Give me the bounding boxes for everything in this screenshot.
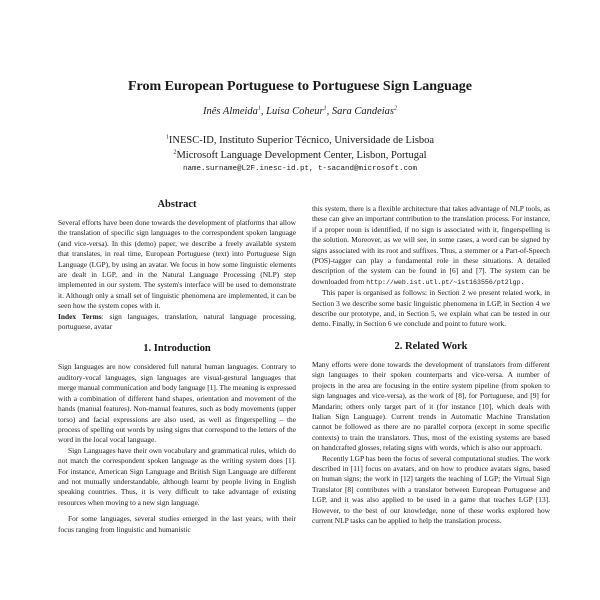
related-paragraph-1: Many efforts were done towards the development of translators from different sign languages to their spoken counterparts and vice-versa. A number of projects in the area are focusing in the entire system pipeline (from spoken to sign languages and vice-versa), as the work of [8], for Portuguese, and [9] for Mandarin; others only target part of it (for instance [10], which deals with Italian Sign Language). Current trends in Automatic Machine Translation cannot be followed as there are no parallel corpora (except in some specific contexts) to train the translators. Thus, most of the existing systems are based on handcrafted glosses, relating signs with words, which is also our approach. xyxy=(312,359,550,453)
affiliation-text: INESC-ID, Instituto Superior Técnico, Universidade de Lisboa xyxy=(168,135,435,146)
index-terms-text: : sign languages, translation, natural language processing, portuguese, avatar xyxy=(58,311,296,332)
affiliation-number: 2 xyxy=(173,149,177,156)
author-name: Sara Candeias xyxy=(331,106,395,117)
author-affiliation-mark: 2 xyxy=(394,105,398,112)
author-affiliation-mark: 1 xyxy=(323,105,327,112)
related-work-heading: 2. Related Work xyxy=(394,340,468,352)
intro-paragraph-1: Sign languages are now considered full natural human languages. Contrary to auditory-vocal languages, sign languages are visual-gestural languages that merge manual communication and body language [1]. The meaning is expressed with a combination of different hand shapes, orientation and movement of the hands (manual features). Non-manual features, such as body movements (upper torso) and facial expressions are also used, as well as fingerspelling – the process of spelling out words by using signs that correspond to the letters of the word in the local vocal language. xyxy=(58,362,297,445)
left-column xyxy=(58,198,296,535)
affiliation-2 xyxy=(0,149,600,163)
author-emails: name.surname@L2F.inesc-id.pt, t-sacand@microsoft.com xyxy=(182,165,418,173)
affiliation-1 xyxy=(0,134,600,148)
author-separator: , xyxy=(326,106,332,117)
right-paragraph-2: This paper is organised as follows: in Section 2 we present related work, in Section 3 we describe some basic linguistic phenomena in LGP, in Section 4 we describe our prototype, and, in Section 5, we explain what can be tested in our demo. Finally, in Section 6 we conclude and point to future work. xyxy=(312,288,550,329)
introduction-heading: 1. Introduction xyxy=(143,343,211,355)
right-paragraph-1 xyxy=(312,204,550,288)
author-line xyxy=(0,105,600,119)
intro-paragraph-2: Sign Languages have their own vocabulary and grammatical rules, which do not match the correspondent spoken language as the writing system does [1]. For instance, American Sign Language and British Sign Language are different and not mutually understandable, although learnt by people living in English speaking countries. Thus, it is very difficult to take advantage of existing resources when moving to a new sign language. xyxy=(58,445,296,507)
intro-paragraph-3: For some languages, several studies emerged in the last years, with their focus ranging from linguistic and humanistic xyxy=(58,514,296,534)
index-terms xyxy=(58,312,296,333)
author-name: Inês Almeida xyxy=(202,106,258,117)
download-url[interactable]: http://web.ist.utl.pt/~ist163556/pt2lgp. xyxy=(366,278,525,286)
author-name: Luísa Coheur xyxy=(266,106,324,117)
abstract-text: Several efforts have been done towards the development of platforms that allow the translation of specific sign languages to the correspondent spoken language (and vice-versa). In this (demo) paper, we describe a freely available system that translates, in real time, European Portuguese (text) into Portuguese Sign Language (LGP), by using an avatar. We focus in how some linguistic elements are dealt in LGP, and in the Natural Language Processing (NLP) step implemented in our system. The system's interface will be used to demonstrate it. Although only a small set of linguistic phenomena are implemented, it can be seen how the system copes with it. xyxy=(58,218,296,311)
author-separator: , xyxy=(260,106,267,117)
author-affiliation-mark: 1 xyxy=(257,105,261,112)
index-terms-label: Index Terms xyxy=(58,311,102,321)
affiliation-number: 1 xyxy=(165,134,169,141)
paper-title: From European Portuguese to Portuguese Sign Language xyxy=(127,79,473,94)
related-paragraph-2: Recently LGP has been the focus of several computational studies. The work described in [11] focus on avatars, and on how to produce avatars signs, based on human signs; the work in [12] targets the teaching of LGP; the Virtual Sign Translator [8] contributes with a translator between European Portuguese and LGP, and it was also applied to be used in a game that teaches LGP [13]. However, to the best of our knowledge, none of these works explored how current NLP tasks can be applied to help the translation process. xyxy=(312,453,550,525)
abstract-heading: Abstract xyxy=(157,199,197,210)
right-column xyxy=(312,204,550,526)
right-paragraph-1-text: this system, there is a flexible architecture that takes advantage of NLP tools, as these can give an important contribution to the translation process. For instance, if a proper noun is identified, if no sign is associated with it, fingerspelling is the solution. Moreover, as we will see, in some cases, a word can be signed by signs associated with its root and suffixes. Thus, a stemmer or a Part-of-Speech (POS)-tagger can play a fundamental role in these situations. A detailed description of the system can be found in [6] and [7]. The system can be downloaded from xyxy=(312,204,550,286)
affiliation-text: Microsoft Language Development Center, Lisbon, Portugal xyxy=(176,150,427,161)
